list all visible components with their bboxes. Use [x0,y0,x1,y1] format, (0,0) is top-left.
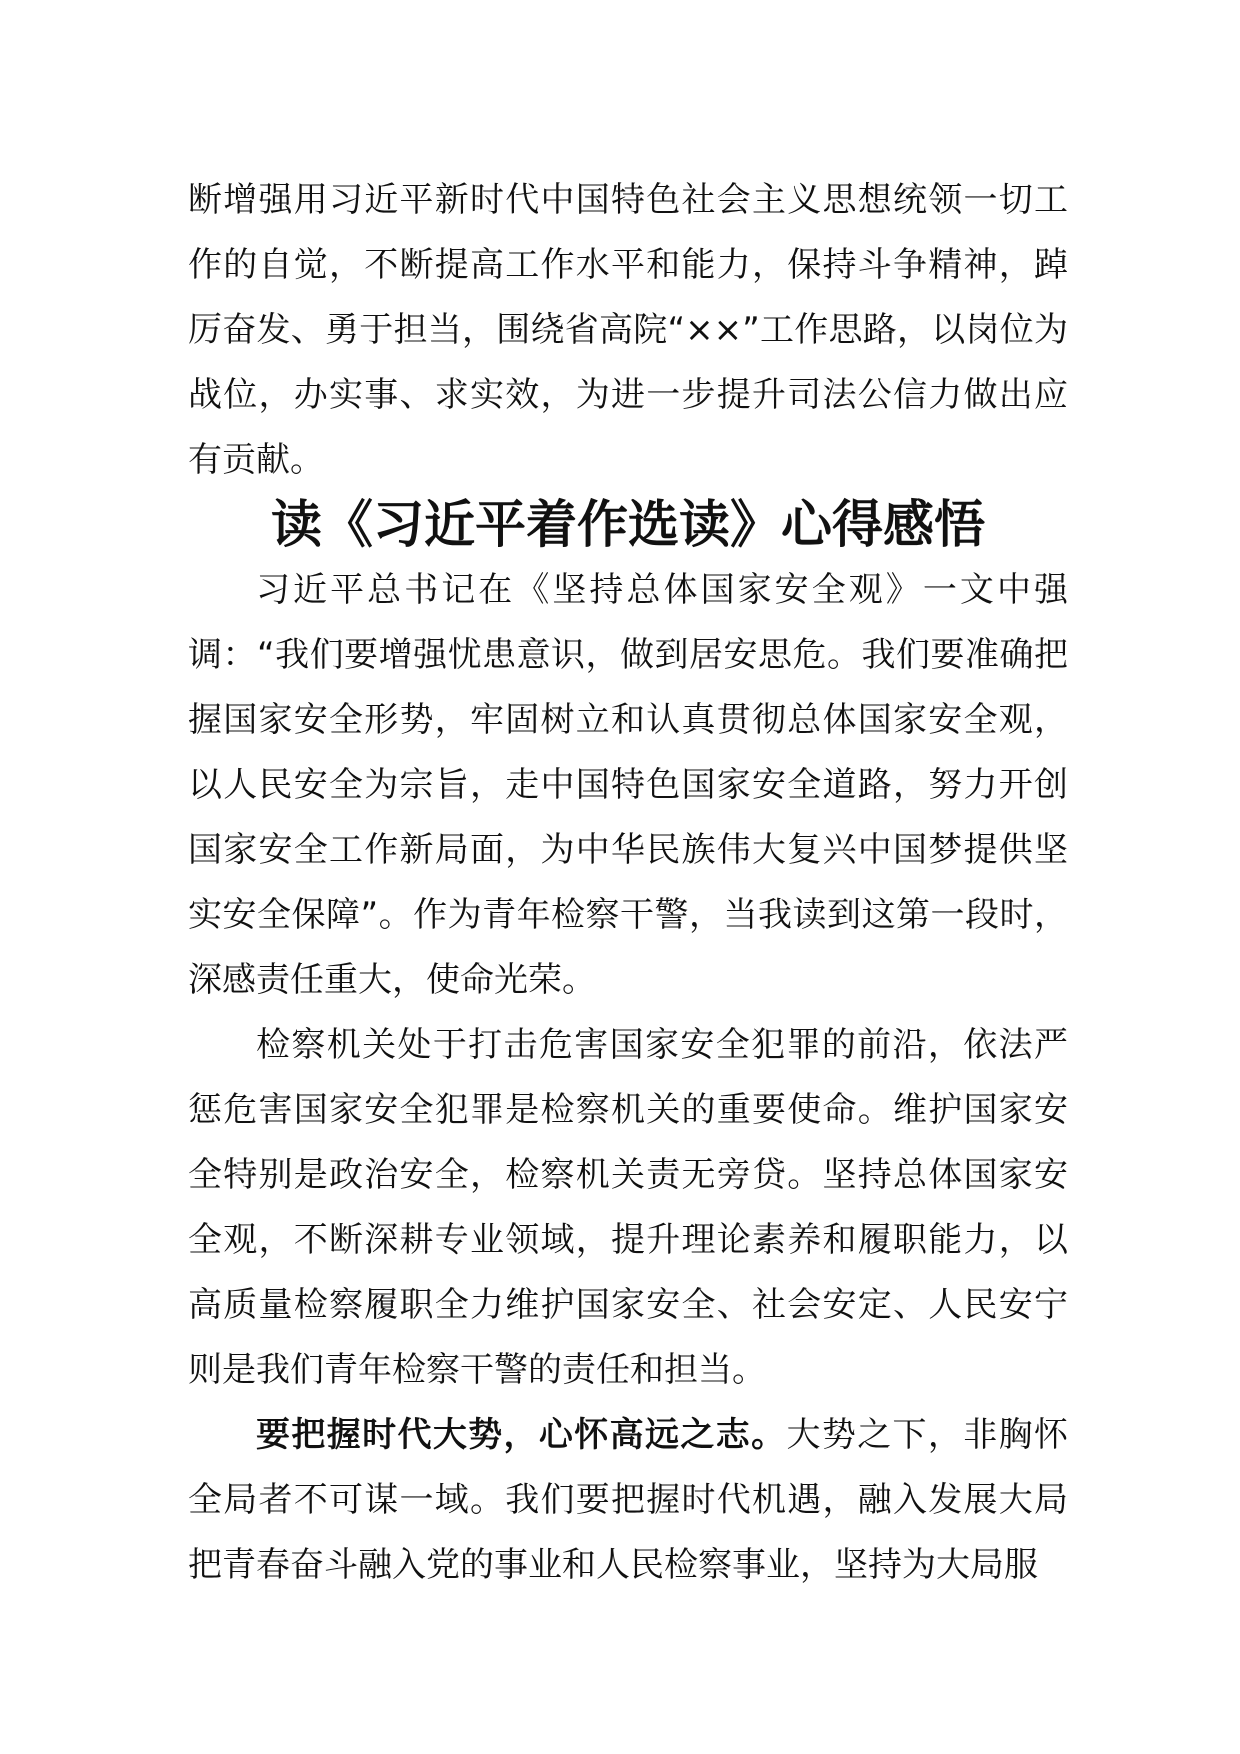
body-paragraph-quote: 习近平总书记在《坚持总体国家安全观》一文中强调：“我们要增强忧患意识，做到居安思危。我们要准确把握国家安全形势，牢固树立和认真贯彻总体国家安全观，以人民安全为宗旨，走中国特色国家安全道路，努力开创国家安全工作新局面，为中华民族伟大复兴中国梦提供坚实安全保障”。作为青年检察干警，当我读到这第一段时，深感责任重大，使命光荣。 [188,570,1068,1000]
body-paragraph-era-trend [188,1403,1068,1598]
document-content [188,168,1068,1598]
continued-paragraph: 断增强用习近平新时代中国特色社会主义思想统领一切工作的自觉，不断提高工作水平和能力，保持斗争精神，踔厉奋发、勇于担当，围绕省高院“××”工作思路，以岗位为战位，办实事、求实效，为进一步提升司法公信力做出应有贡献。 [188,180,1068,480]
body-paragraph-procuratorate: 检察机关处于打击危害国家安全犯罪的前沿，依法严惩危害国家安全犯罪是检察机关的重要使命。维护国家安全特别是政治安全，检察机关责无旁贷。坚持总体国家安全观，不断深耕专业领域，提升理论素养和履职能力，以高质量检察履职全力维护国家安全、社会安定、人民安宁则是我们青年检察干警的责任和担当。 [188,1025,1068,1390]
article-title: 读《习近平着作选读》心得感悟 [270,496,985,555]
paragraph-body-text: 大势之下，非胸怀全局者不可谋一域。我们要把握时代机遇，融入发展大局把青春奋斗融入党的事业和人民检察事业，坚持为大局服 [188,1415,1069,1585]
paragraph-lead-sentence: 要把握时代大势，心怀高远之志。 [256,1415,787,1455]
